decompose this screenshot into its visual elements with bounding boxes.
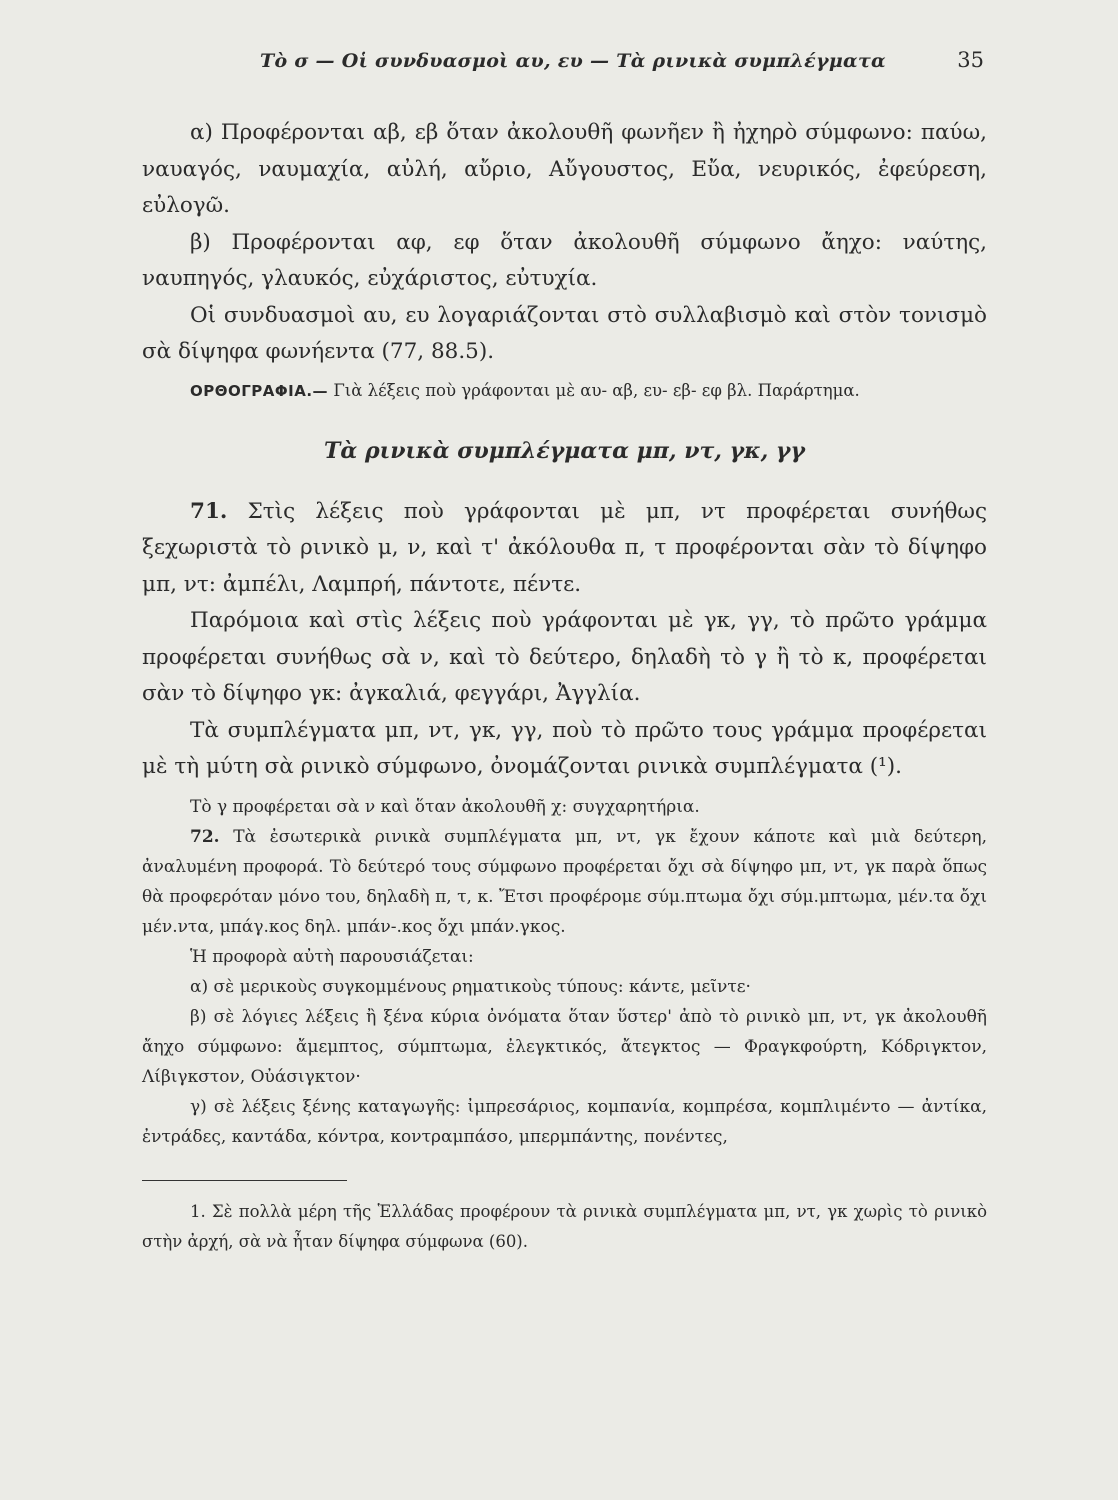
block-au-eu (142, 115, 987, 371)
paragraph-72b: Ἡ προφορὰ αὐτὴ παρουσιάζεται: (190, 946, 474, 967)
orthography-note (142, 381, 987, 400)
paragraph-72-text: Τὰ ἐσωτερικὰ ρινικὰ συμπλέγματα μπ, ντ, γκ ἔχουν κάποτε καὶ μιὰ δεύτερη, ἀναλυμένη προφορά. Τὸ δεύτερό τους σύμφωνο προφέρεται ὄχι σὰ δίψηφο μπ, ντ, γκ παρὰ ὅπως θὰ προφερόταν μόνο του, δηλαδὴ π, τ, κ. Ἔτσι προφέρομε σύμ.πτωμα ὄχι σύμ.μπτωμα, μέν.τα ὄχι μέν.ντα, μπάγ.κος δηλ. μπάν-.κος ὄχι μπάν.γκος. (142, 826, 987, 937)
section-title: Τὰ ρινικὰ συμπλέγματα μπ, ντ, γκ, γγ (324, 437, 805, 464)
paragraph-72d: β) σὲ λόγιες λέξεις ἢ ξένα κύρια ὀνόματα ὅταν ὕστερ' ἀπὸ τὸ ρινικὸ μπ, ντ, γκ ἀκολουθῆ ἄηχο σύμφωνο: ἄμεμπτος, σύμπτωμα, ἐλεγκτικός, ἄτεγκτος — Φραγκφούρτη, Κόδριγκτον, Λίβιγκστον, Οὐάσιγκτον· (142, 1006, 987, 1087)
paragraph-71c: Τὰ συμπλέγματα μπ, ντ, γκ, γγ, ποὺ τὸ πρῶτο τους γράμμα προφέρεται μὲ τὴ μύτη σὰ ρινικὸ σύμφωνο, ὀνομάζονται ρινικὰ συμπλέγματα (¹). (142, 717, 987, 779)
paragraph-71 (142, 494, 987, 604)
paragraph-72e: γ) σὲ λέξεις ξένης καταγωγῆς: ἰμπρεσάριος, κομπανία, κομπρέσα, κομπλιμέντο — ἀντίκα, ἐντράδες, καντάδα, κόντρα, κοντραμπάσο, μπερμπάντης, πονέντες, (142, 1096, 987, 1147)
footnote-rule (142, 1180, 347, 1181)
paragraph-71d: Τὸ γ προφέρεται σὰ ν καὶ ὅταν ἀκολουθῆ χ: συγχαρητήρια. (190, 796, 700, 817)
orthography-label: ΟΡΘΟΓΡΑΦΙΑ.— (190, 381, 329, 400)
page-body (142, 115, 987, 1257)
section-71 (142, 494, 987, 786)
footnote: 1. Σὲ πολλὰ μέρη τῆς Ἑλλάδας προφέρουν τὰ ρινικὰ συμπλέγματα μπ, ντ, γκ χωρὶς τὸ ρινικὸ στὴν ἀρχή, σὰ νὰ ἦταν δίψηφα σύμφωνα (60). (142, 1201, 987, 1251)
section-72 (142, 792, 987, 1152)
paragraph-beta: β) Προφέρονται αφ, εφ ὅταν ἀκολουθῆ σύμφωνο ἄηχο: ναύτης, ναυπηγός, γλαυκός, εὐχάριστος, εὐτυχία. (142, 229, 987, 291)
paragraph-syllabification: Οἱ συνδυασμοὶ αυ, ευ λογαριάζονται στὸ συλλαβισμὸ καὶ στὸν τονισμὸ σὰ δίψηφα φωνήεντα (77, 88.5). (142, 302, 987, 364)
paragraph-71b: Παρόμοια καὶ στὶς λέξεις ποὺ γράφονται μὲ γκ, γγ, τὸ πρῶτο γράμμα προφέρεται συνήθως σὰ ν, καὶ τὸ δεύτερο, δηλαδὴ τὸ γ ἢ τὸ κ, προφέρεται σὰν τὸ δίψηφο γκ: ἀγκαλιά, φεγγάρι, Ἀγγλία. (142, 608, 987, 706)
paragraph-number-72: 72. (190, 826, 220, 847)
running-title: Τὸ σ — Οἱ συνδυασμοὶ αυ, ευ — Τὰ ρινικὰ συμπλέγματα (260, 50, 886, 72)
paragraph-72 (142, 822, 987, 942)
paragraph-alpha: α) Προφέρονται αβ, εβ ὅταν ἀκολουθῆ φωνῆεν ἢ ἠχηρὸ σύμφωνο: παύω, ναυαγός, ναυμαχία, αὐλή, αὔριο, Αὔγουστος, Εὔα, νευρικός, ἐφεύρεση, εὐλογῶ. (142, 120, 987, 218)
paragraph-71-text: Στὶς λέξεις ποὺ γράφονται μὲ μπ, ντ προφέρεται συνήθως ξεχωριστὰ τὸ ρινικὸ μ, ν, καὶ τ' ἀκόλουθα π, τ προφέρονται σὰν τὸ δίψηφο μπ, ντ: ἀμπέλι, Λαμπρή, πάντοτε, πέντε. (142, 498, 987, 597)
paragraph-number-71: 71. (190, 498, 228, 524)
page-number: 35 (957, 48, 984, 72)
running-header (140, 48, 988, 78)
orthography-text: Γιὰ λέξεις ποὺ γράφονται μὲ αυ- αβ, ευ- εβ- εφ βλ. Παράρτημα. (333, 380, 860, 400)
paragraph-72c: α) σὲ μερικοὺς συγκομμένους ρηματικοὺς τύπους: κάντε, μεῖντε· (190, 976, 751, 997)
